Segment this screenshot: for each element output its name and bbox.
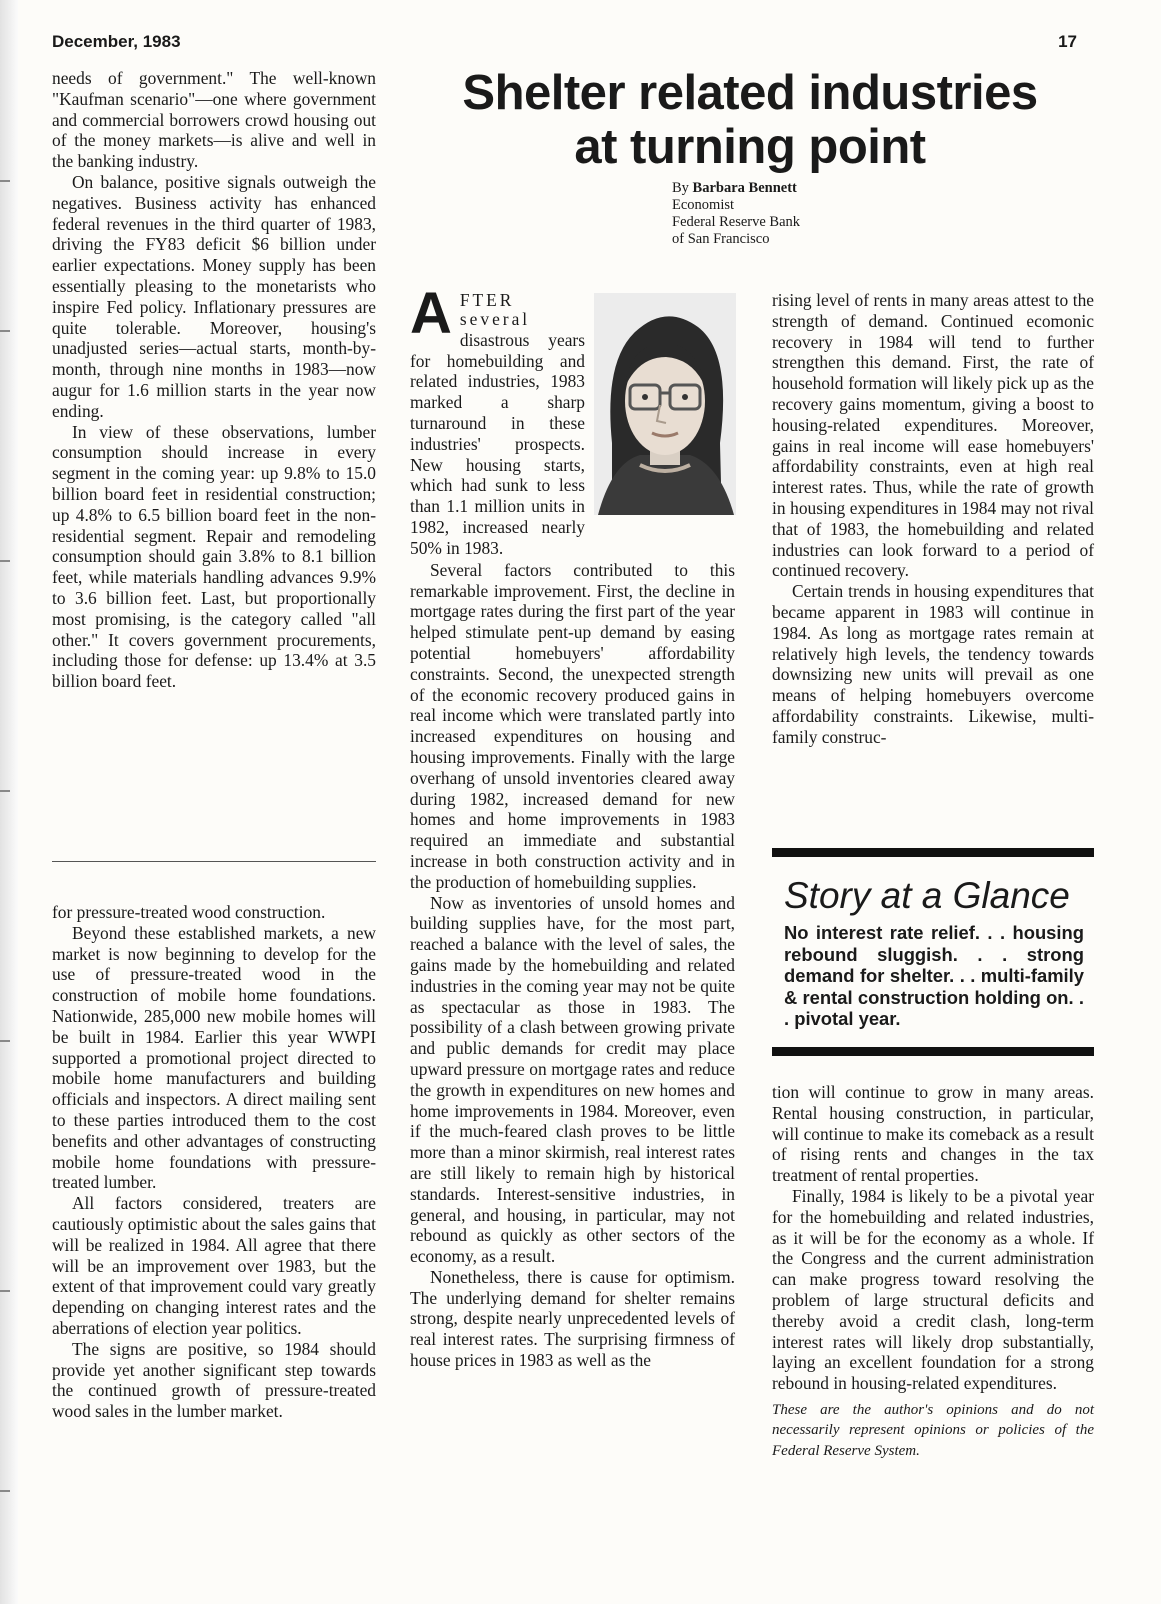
page-number: 17: [1058, 32, 1077, 51]
binding-mark: [0, 1490, 10, 1492]
middle-paragraph: Several factors contributed to this remarkable improvement. First, the decline in mortgage rates during the first part of the year helped stimulate pent-up demand by easing potential homebuyers' affordability constraints. Second, the unexpected strength of the economic recovery produced gains in real income which were translated partly into increased expenditures on housing and housing improvements. Finally with the large overhang of unsold inventories cleared away during 1982, increased demand for new homes and home improvements in 1983 required an immediate and substantial increase in both construction activity and in the production of homebuilding supplies.: [410, 559, 735, 892]
drop-cap: A: [410, 281, 452, 346]
author-org-line-2: of San Francisco: [672, 231, 770, 247]
binding-mark: [0, 1290, 10, 1292]
left-paragraph: All factors considered, treaters are cautiously optimistic about the sales gains that will be realized in 1984. All agree that there will be an improvement over 1983, but the extent of that improvement could vary greatly depending on changing interest rates and the aberrations of election year politics.: [52, 1193, 376, 1338]
left-column-bottom: [52, 902, 376, 1422]
right-paragraph: tion will continue to grow in many areas. Rental housing construction, in particular, will continue to make its comeback as a result of rising rents and changes in the tax treatment of rental properties.: [772, 1082, 1094, 1186]
glance-summary: No interest rate relief. . . housing rebound sluggish. . . strong demand for shelter. . . multi-family & rental construction holding on. . . pivotal year.: [784, 922, 1084, 1029]
lead-caps-2: several: [459, 309, 531, 329]
middle-paragraph: Nonetheless, there is cause for optimism. The underlying demand for shelter remains strong, despite nearly unprecedented levels of real interest rates. The surprising firmness of house prices in 1983 as well as the: [410, 1266, 735, 1371]
lead-paragraph: [410, 281, 735, 559]
left-paragraph: Beyond these established markets, a new market is now beginning to develop for the use of pressure-treated wood in the construction of mobile home foundations. Nationwide, 285,000 new mobile homes will be built in 1984. Earlier this year WWPI supported a promotional project directed to mobile home manufacturers and building officials and inspectors. A direct mailing sent to these parties introduced them to the cost benefits and other advantages of constructing mobile home foundations with pressure-treated lumber.: [52, 922, 376, 1193]
author-name: Barbara Bennett: [692, 180, 797, 196]
photo-wrap-spacer: [585, 330, 735, 560]
headline-line-1: Shelter related industries: [462, 66, 1038, 120]
binding-mark: [0, 330, 10, 332]
binding-mark: [0, 560, 10, 562]
glance-top-rule: [772, 848, 1094, 857]
left-paragraph: On balance, positive signals outweigh the negatives. Business activity has enhanced federal revenues in the third quarter of 1983, driving the FY83 deficit $6 billion under earlier expectations. Money supply has been essentially pleasing to the monetarists who inspire Fed policy. Inflationary pressures are quite tolerable. Moreover, housing's unadjusted series—actual starts, month-by-month, through nine months in 1983—now augur for 1.6 million starts in the year now ending.: [52, 171, 376, 421]
lead-body: disastrous years for homebuilding and related industries, 1983 marked a sharp turnaround in these industries' prospects. New housing starts, which had sunk to less than 1.1 million units in 1982, increased nearly 50% in 1983.: [410, 329, 585, 558]
author-disclaimer: These are the author's opinions and do not necessarily represent opinions or policies of the Federal Reserve System.: [772, 1401, 1094, 1459]
binding-mark: [0, 790, 10, 792]
right-column-top: [772, 290, 1094, 748]
right-paragraph: Certain trends in housing expenditures that became apparent in 1983 will continue in 1984. As long as mortgage rates remain at relatively high levels, the tendency towards downsizing new units will prevail as one means of helping homebuyers overcome affordability constraints. Likewise, multi-family construc-: [772, 581, 1094, 747]
glance-title: Story at a Glance: [784, 875, 1070, 916]
binding-mark: [0, 1040, 10, 1042]
article-headline: [430, 66, 1070, 174]
headline-line-2: at turning point: [574, 120, 926, 174]
author-role: Economist: [672, 197, 735, 213]
left-paragraph: The signs are positive, so 1984 should provide yet another significant step towards the continued growth of pressure-treated wood sales in the lumber market.: [52, 1338, 376, 1422]
right-paragraph: rising level of rents in many areas attest to the strength of demand. Continued ecomonic recovery in 1984 will tend to further strengthen this demand. First, the rate of household formation will likely pick up as the recovery gains momentum, giving a boost to housing-related expenditures. Moreover, gains in real income will ease homebuyers' affordability constraints, even at high real interest rates. Thus, while the rate of growth in housing expenditures in 1984 may not rival that of 1983, the homebuilding and related industries can look forward to a period of continued recovery.: [772, 290, 1094, 581]
binding-mark: [0, 180, 10, 182]
middle-column: [410, 281, 735, 1371]
author-org-line-1: Federal Reserve Bank: [672, 214, 801, 230]
middle-paragraph: Now as inventories of unsold homes and building supplies have, for the most part, reached a balance with the level of sales, the gains made by the homebuilding and related industries in the coming year may not be quite as spectacular as those in 1983. The possibility of a clash between growing private and public demands for credit may place upward pressure on mortgage rates and reduce the growth in expenditures on new homes and home improvements in 1984. Moreover, even if the much-feared clash proves to be little more than a minor skirmish, real interest rates are still likely to remain high by historical standards. Interest-sensitive industries, in general, and housing, in particular, may not rebound as quickly as other sectors of the economy, as a result.: [410, 892, 735, 1267]
left-paragraph: for pressure-treated wood construction.: [52, 902, 326, 922]
right-column-bottom: [772, 1082, 1094, 1461]
column-divider-rule: [52, 861, 376, 862]
byline: [672, 180, 800, 248]
right-paragraph: Finally, 1984 is likely to be a pivotal year for the homebuilding and related industries, as it will be for the economy as a whole. If the Congress and the current administration can make progress toward resolving the problem of large structural deficits and thereby avoid a credit clash, long-term interest rates will likely drop substantially, laying an excellent foundation for a strong rebound in housing-related expenditures.: [772, 1185, 1094, 1394]
glance-bottom-rule: [772, 1047, 1094, 1056]
byline-by: By: [672, 180, 689, 196]
issue-date: December, 1983: [52, 32, 181, 51]
lead-caps-1: FTER: [459, 290, 515, 310]
page-binding-edge: [0, 0, 18, 1604]
left-paragraph: In view of these observations, lumber consumption should increase in every segment in the coming year: up 9.8% to 15.0 billion board feet in residential construction; up 4.8% to 6.5 billion board feet in the non-residential segment. Repair and remodeling consumption should gain 3.8% to 8.1 billion feet, while materials handling advances 9.9% to 3.6 billion feet. Last, but proportionally most promising, is the category called "all other." It covers government procurements, including those for defense: up 13.4% at 3.5 billion board feet.: [52, 421, 376, 692]
left-paragraph: needs of government." The well-known "Kaufman scenario"—one where government and commercial borrowers crowd housing out of the money markets—is alive and well in the banking industry.: [52, 68, 376, 172]
left-column-top: [52, 68, 376, 692]
